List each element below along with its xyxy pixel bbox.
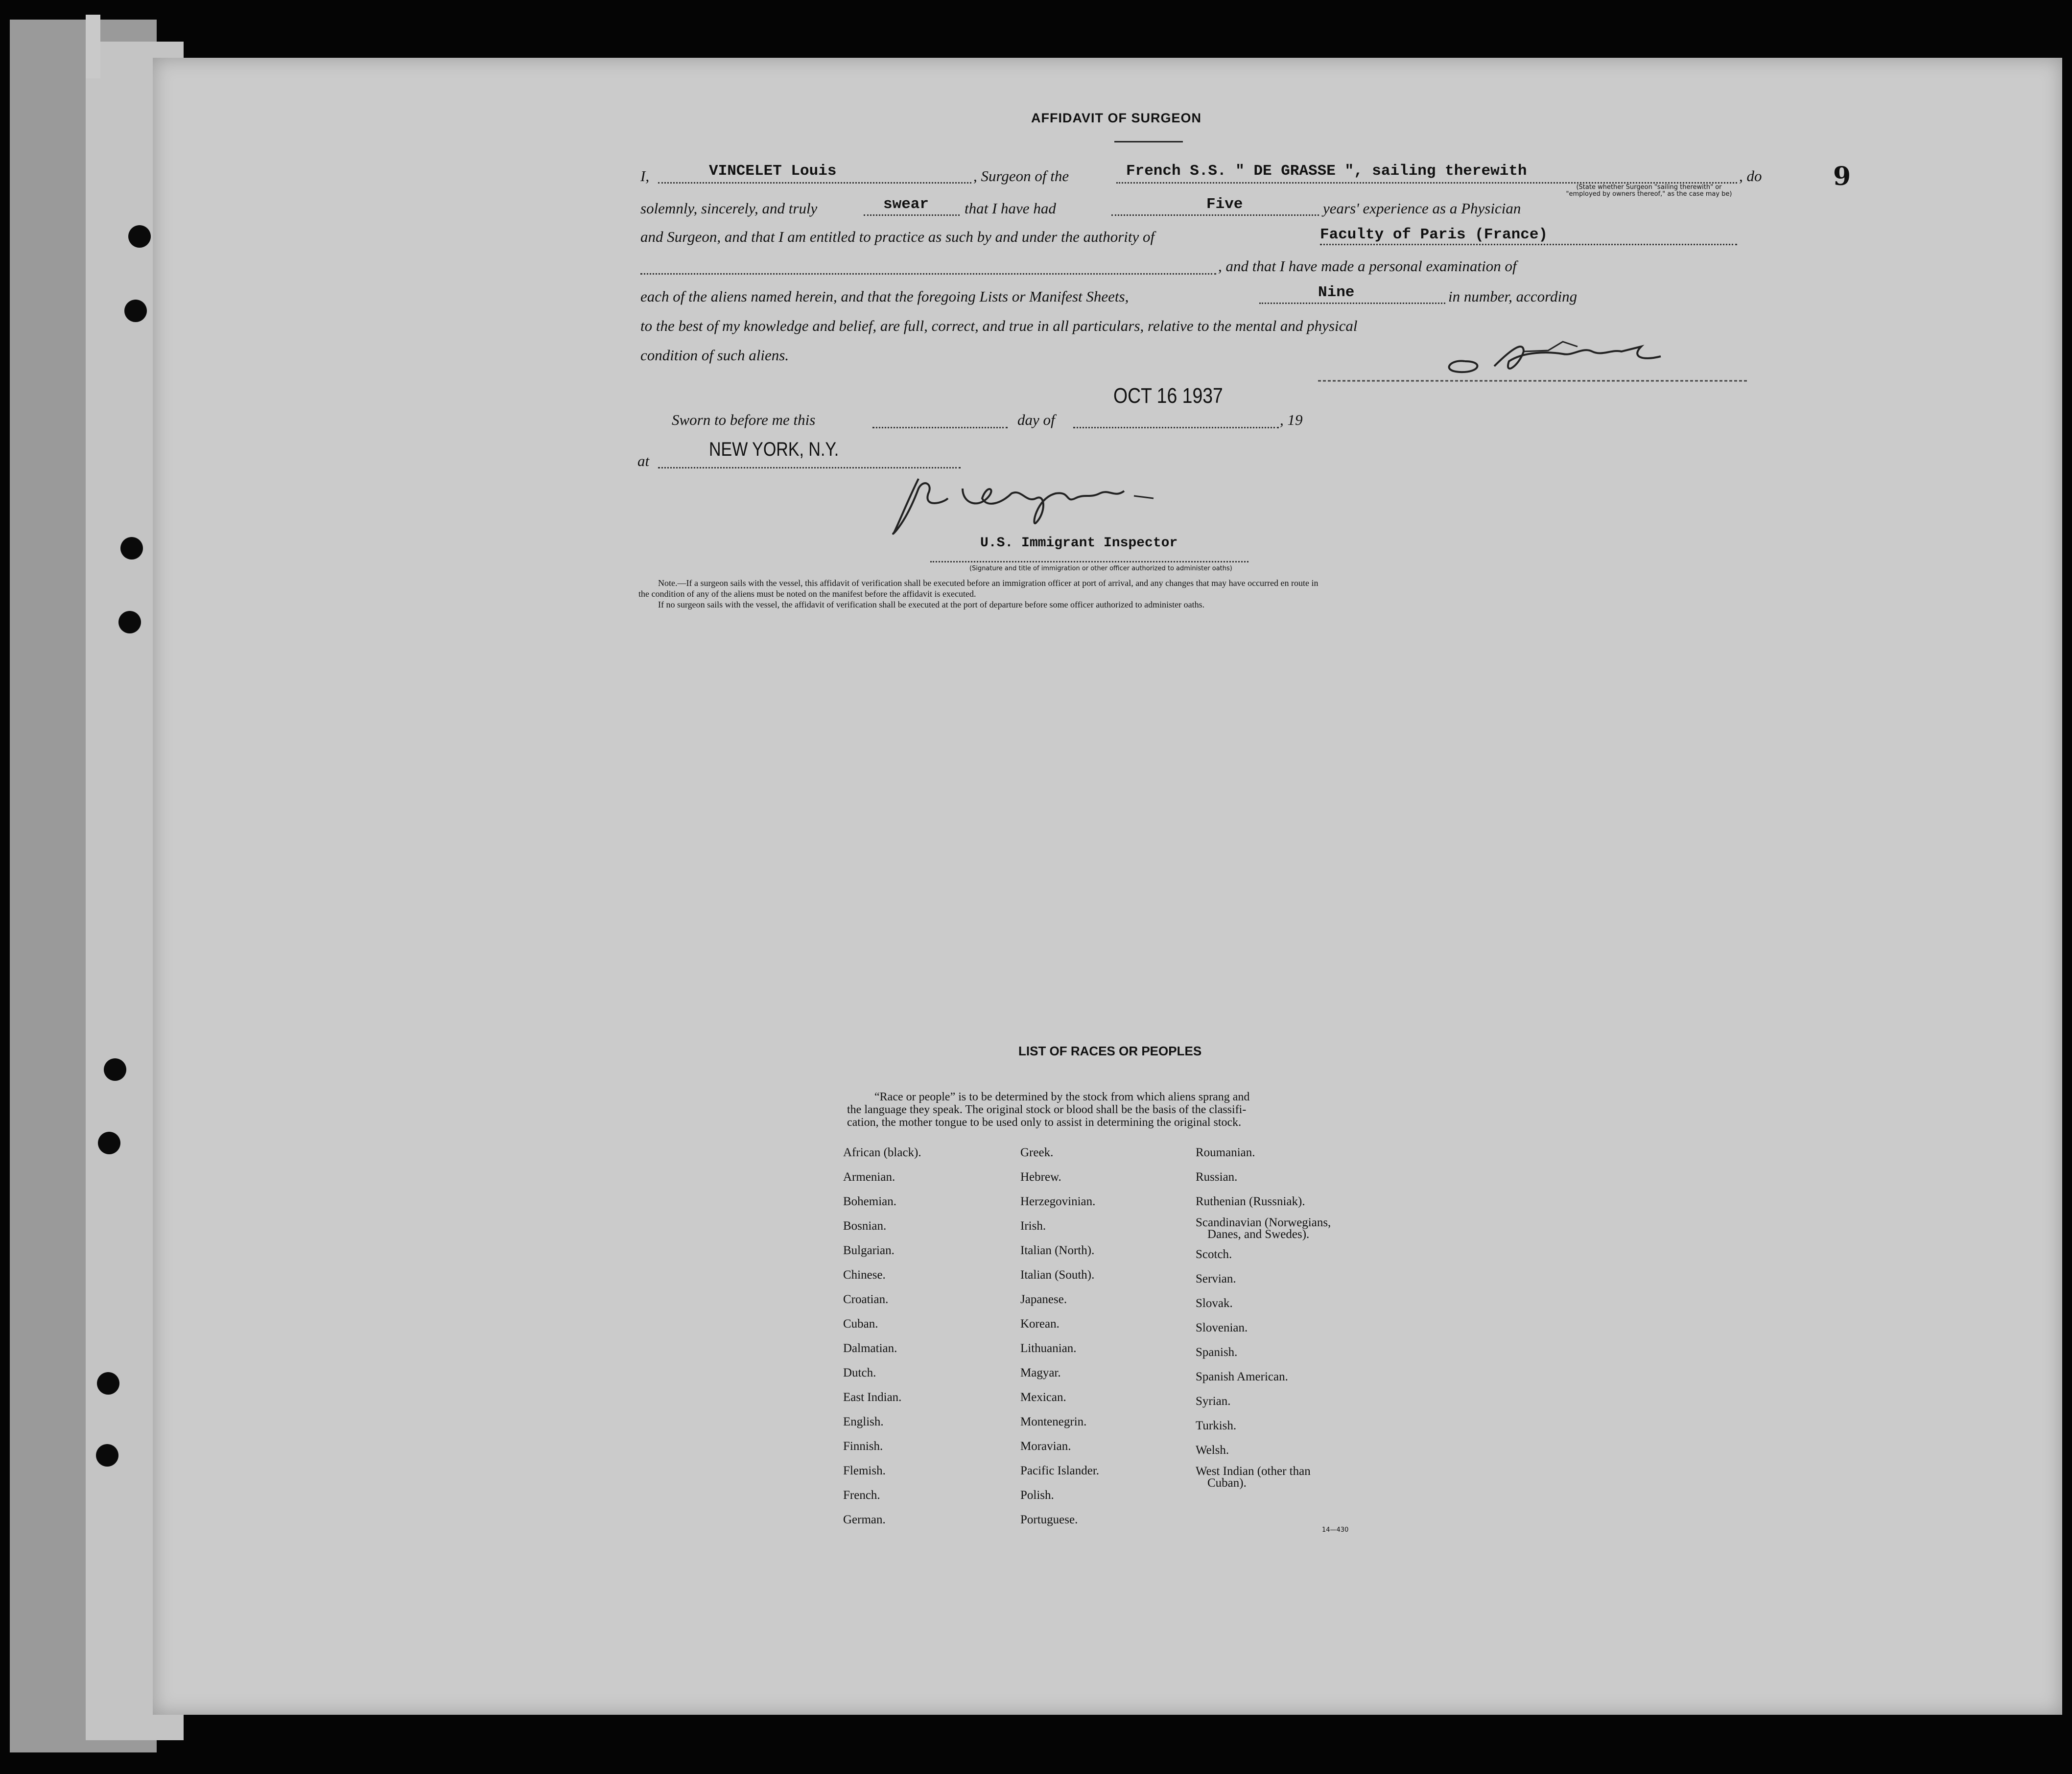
race-item: Irish. [1020,1219,1046,1233]
binder-hole [97,1372,119,1395]
note-line-1: Note.—If a surgeon sails with the vessel, this affidavit of verification shall be executed before an immigration officer at port of arrival, and any changes that may have occurred en route in [658,578,1319,588]
affidavit-title: AFFIDAVIT OF SURGEON [1031,111,1201,125]
binder-hole [118,611,141,633]
date-stamp: OCT 16 1937 [1113,384,1223,408]
race-item: Armenian. [843,1170,895,1184]
race-item: Scotch. [1196,1248,1232,1261]
race-item: Finnish. [843,1440,883,1453]
race-item: Syrian. [1196,1395,1231,1408]
race-item: Slovenian. [1196,1321,1248,1334]
race-item: Japanese. [1020,1293,1067,1306]
blank-line [1111,214,1319,216]
race-item: German. [843,1513,886,1526]
race-item: Roumanian. [1196,1146,1255,1159]
sworn-label: Sworn to before me this [672,411,816,428]
race-item-line: West Indian (other than [1196,1465,1311,1478]
title-underline [1114,141,1183,142]
race-item: Bulgarian. [843,1244,895,1257]
binder-hole [128,225,151,248]
race-item: Montenegrin. [1020,1415,1087,1428]
race-item: Chinese. [843,1268,886,1282]
blank-line [658,182,971,184]
affidavit-line2-c: years' experience as a Physician [1323,200,1521,217]
races-intro-1: “Race or people” is to be determined by the stock from which aliens sprang and [874,1091,1250,1103]
race-item: Servian. [1196,1272,1236,1285]
affidavit-surgeon-of: , Surgeon of the [973,167,1069,185]
binder-hole [124,300,147,322]
race-item: East Indian. [843,1391,902,1404]
form-code: 14—430 [1322,1526,1349,1534]
blank-line [1073,427,1279,428]
blank-line [1320,244,1737,245]
race-item: Bosnian. [843,1219,887,1233]
sheets-field: Nine [1318,284,1355,301]
race-item: Pacific Islander. [1020,1464,1100,1477]
races-column-1 [843,1141,921,1532]
day-of-label: day of [1017,411,1055,428]
race-item: Polish. [1020,1489,1054,1502]
race-item-line: Danes, and Swedes). [1207,1228,1310,1241]
race-item: Portuguese. [1020,1513,1078,1526]
note-line-3: If no surgeon sails with the vessel, the affidavit of verification shall be executed at the port of departure before some officer authorized to administer oaths. [658,600,1205,609]
race-item: Slovak. [1196,1297,1233,1310]
officer-title-field: U.S. Immigrant Inspector [980,536,1178,551]
race-item: Mexican. [1020,1391,1066,1404]
races-intro-3: cation, the mother tongue to be used only to assist in determining the original stock. [847,1116,1242,1129]
officer-caption: (Signature and title of immigration or other officer authorized to administer oaths) [969,565,1232,572]
note-line-2: the condition of any of the aliens must be noted on the manifest before the affidavit is executed. [638,589,976,599]
blank-line [872,427,1008,428]
races-column-2 [1020,1141,1099,1532]
affidavit-line5-b: in number, according [1448,288,1578,305]
race-item: Italian (North). [1020,1244,1095,1257]
race-item [1196,1463,1331,1491]
race-item: French. [843,1489,880,1502]
race-item [1196,1214,1331,1242]
race-item: Dutch. [843,1366,876,1379]
races-column-3 [1196,1141,1331,1491]
blank-line [864,214,960,216]
affidavit-i: I, [640,167,650,185]
race-item: Lithuanian. [1020,1342,1077,1355]
race-item: Spanish American. [1196,1370,1288,1383]
blank-line [658,467,961,468]
race-item: Korean. [1020,1317,1060,1330]
races-title: LIST OF RACES OR PEOPLES [1018,1044,1202,1058]
race-item: Dalmatian. [843,1342,897,1355]
oath-field: swear [883,196,929,213]
affidavit-line7: condition of such aliens. [640,347,789,364]
affidavit-line2-a: solemnly, sincerely, and truly [640,200,818,217]
affidavit-line5-a: each of the aliens named herein, and that the foregoing Lists or Manifest Sheets, [640,288,1129,305]
race-item: Italian (South). [1020,1268,1095,1282]
affidavit-line3: and Surgeon, and that I am entitled to practice as such by and under the authority of [640,228,1155,245]
race-item-line: Scandinavian (Norwegians, [1196,1216,1331,1229]
manifest-page [153,58,2062,1715]
years-field: Five [1206,196,1243,213]
blank-line [1259,303,1445,304]
authority-field: Faculty of Paris (France) [1320,226,1548,243]
race-item: Herzegovinian. [1020,1195,1096,1208]
race-item: Turkish. [1196,1419,1237,1432]
race-item: Moravian. [1020,1440,1071,1453]
race-item: Cuban. [843,1317,878,1330]
race-item: African (black). [843,1146,921,1159]
affidavit-line2-b: that I have had [965,200,1056,217]
at-label: at [637,452,650,469]
surgeon-signature [1318,332,1749,386]
binder-hole [98,1132,120,1154]
vessel-field: French S.S. " DE GRASSE ", sailing therewith [1126,163,1527,180]
race-item: Greek. [1020,1146,1054,1159]
affidavit-do: , do [1739,167,1762,185]
surgeon-name-field: VINCELET Louis [709,163,837,180]
race-item: Flemish. [843,1464,886,1477]
race-item: Bohemian. [843,1195,897,1208]
inspector-signature [889,469,1163,542]
race-item: Russian. [1196,1170,1238,1184]
binder-hole [96,1444,118,1467]
race-item: Welsh. [1196,1444,1229,1457]
race-item: Magyar. [1020,1366,1061,1379]
affidavit-line6: to the best of my knowledge and belief, are full, correct, and true in all particulars, relative to the mental and physical [640,317,1358,334]
binder-hole [104,1058,126,1081]
place-stamp: NEW YORK, N.Y. [709,439,839,460]
blank-line [640,273,1216,275]
race-item: Croatian. [843,1293,889,1306]
page-tab [86,15,100,78]
race-item-line: Cuban). [1207,1476,1247,1490]
vessel-note: (State whether Surgeon "sailing therewith" or "employed by owners thereof," as the case may be) [1566,184,1732,198]
blank-line [930,561,1248,562]
race-item: Spanish. [1196,1346,1238,1359]
binder-hole [120,537,143,560]
page-number: 9 [1833,162,1851,191]
year-prefix: , 19 [1280,411,1303,428]
race-item: English. [843,1415,884,1428]
races-intro-2: the language they speak. The original stock or blood shall be the basis of the classifi- [847,1103,1247,1116]
affidavit-line4: , and that I have made a personal examination of [1218,257,1517,275]
race-item: Hebrew. [1020,1170,1061,1184]
race-item: Ruthenian (Russniak). [1196,1195,1305,1208]
